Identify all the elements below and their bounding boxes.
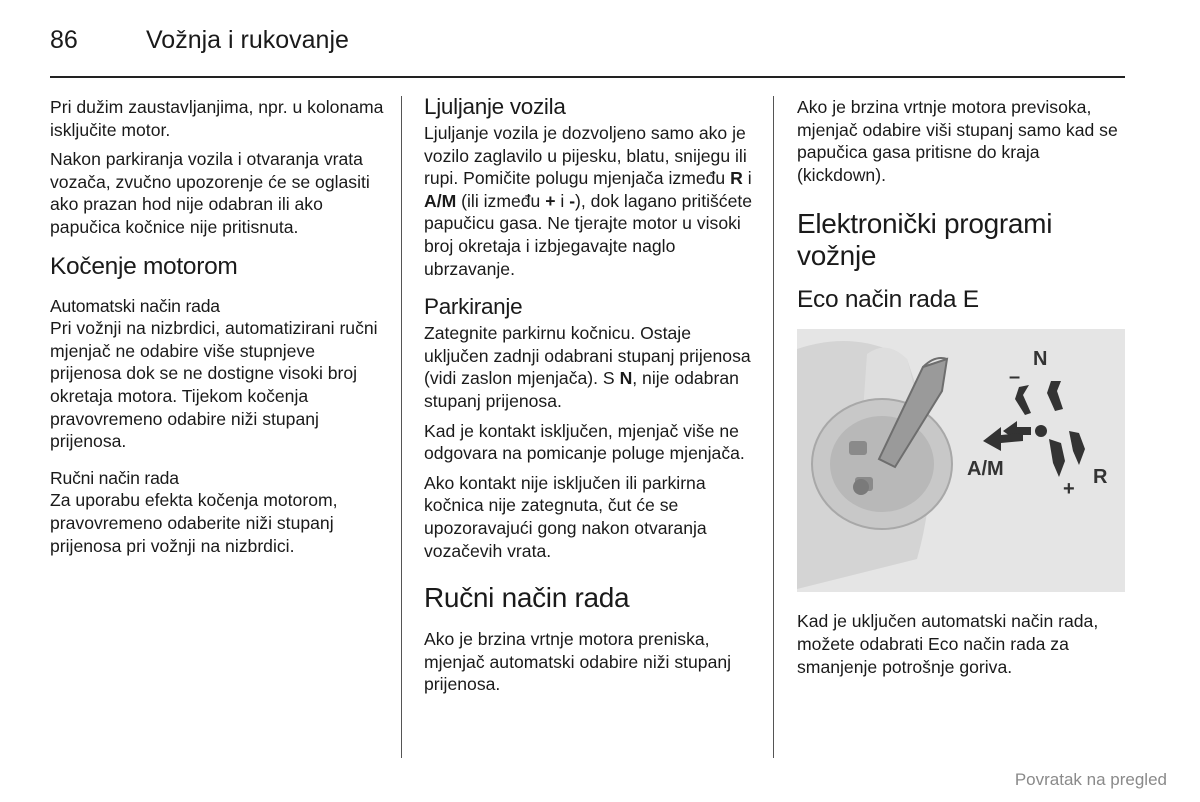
back-to-overview-link[interactable]: Povratak na pregled [1014,770,1167,789]
label-n: N [1033,348,1048,371]
label-plus: + [1063,478,1075,501]
gear-lever-drawing [797,329,1125,592]
section-heading: Elektronički programi vožnje [797,208,1053,272]
section-heading: Parkiranje [424,294,523,320]
paragraph: Pri vožnji na nizbrdici, automatizirani ručni mjenjač ne odabire više stupnjeve prijenosa dok se ne dostigne visoki broj okretaja motora. Tijekom kočenja pravovremeno odabire niži stupanj prijenosa. [50,318,378,452]
column-middle [424,96,759,703]
section-heading: Ljuljanje vozila [424,94,566,119]
paragraph: Ljuljanje vozila je dozvoljeno samo ako je vozilo zaglavilo u pijesku, blatu, snijegu ili rupi. Pomičite polugu mjenjača između R i A/M (ili između + i -), dok lagano pritišćete papučicu gasa. Ne tjerajte motor u visoki broj okretaja i izbjegavajte naglo ubrzavanje. [424,123,753,279]
paragraph: Ako je brzina vrtnje motora previsoka, mjenjač odabire viši stupanj samo kad se papučica gasa pritisne do kraja (kickdown). [797,97,1118,185]
paragraph: Zategnite parkirnu kočnicu. Ostaje uključen zadnji odabrani stupanj prijenosa (vidi zaslon mjenjača). S N, nije odabran stupanj prijenosa. [424,323,751,411]
subheading: Automatski način rada [50,295,220,316]
section-heading: Eco način rada E [797,286,979,314]
column-divider [773,96,774,758]
paragraph: Ako kontakt nije isključen ili parkirna kočnica nije zategnuta, čut će se upozoravajući gong nakon otvaranja vozačevih vrata. [424,472,707,561]
paragraph: Ako je brzina vrtnje motora preniska, mjenjač automatski odabire niži stupanj prijenosa. [424,629,732,695]
paragraph: Pri dužim zaustavljanjima, npr. u kolonama isključite motor. [50,97,384,140]
subheading: Ručni način rada [50,467,179,488]
section-heading: Kočenje motorom [50,252,238,280]
paragraph: Kad je uključen automatski način rada, možete odabrati Eco način rada za smanjenje potrošnje goriva. [797,611,1099,677]
page-header [50,24,1125,76]
paragraph: Nakon parkiranja vozila i otvaranja vrata vozača, zvučno upozorenje će se oglasiti ako prazan hod nije odabran ili ako papučica kočnice nije pritisnuta. [50,149,370,237]
column-right [797,96,1132,685]
label-am: A/M [967,458,1004,481]
gear-lever-illustration [797,329,1125,592]
page-number: 86 [50,26,78,54]
paragraph: Za uporabu efekta kočenja motorom, pravovremeno odaberite niži stupanj prijenosa pri vožnji na nizbrdici. [50,490,338,556]
chapter-title: Vožnja i rukovanje [146,26,349,54]
label-minus: – [1009,366,1021,389]
paragraph: Kad je kontakt isključen, mjenjač više ne odgovara na pomicanje poluge mjenjača. [424,420,745,464]
section-heading: Ručni način rada [424,582,630,614]
column-divider [401,96,402,758]
column-left [50,96,385,564]
header-rule [50,76,1125,78]
label-r: R [1093,466,1108,489]
